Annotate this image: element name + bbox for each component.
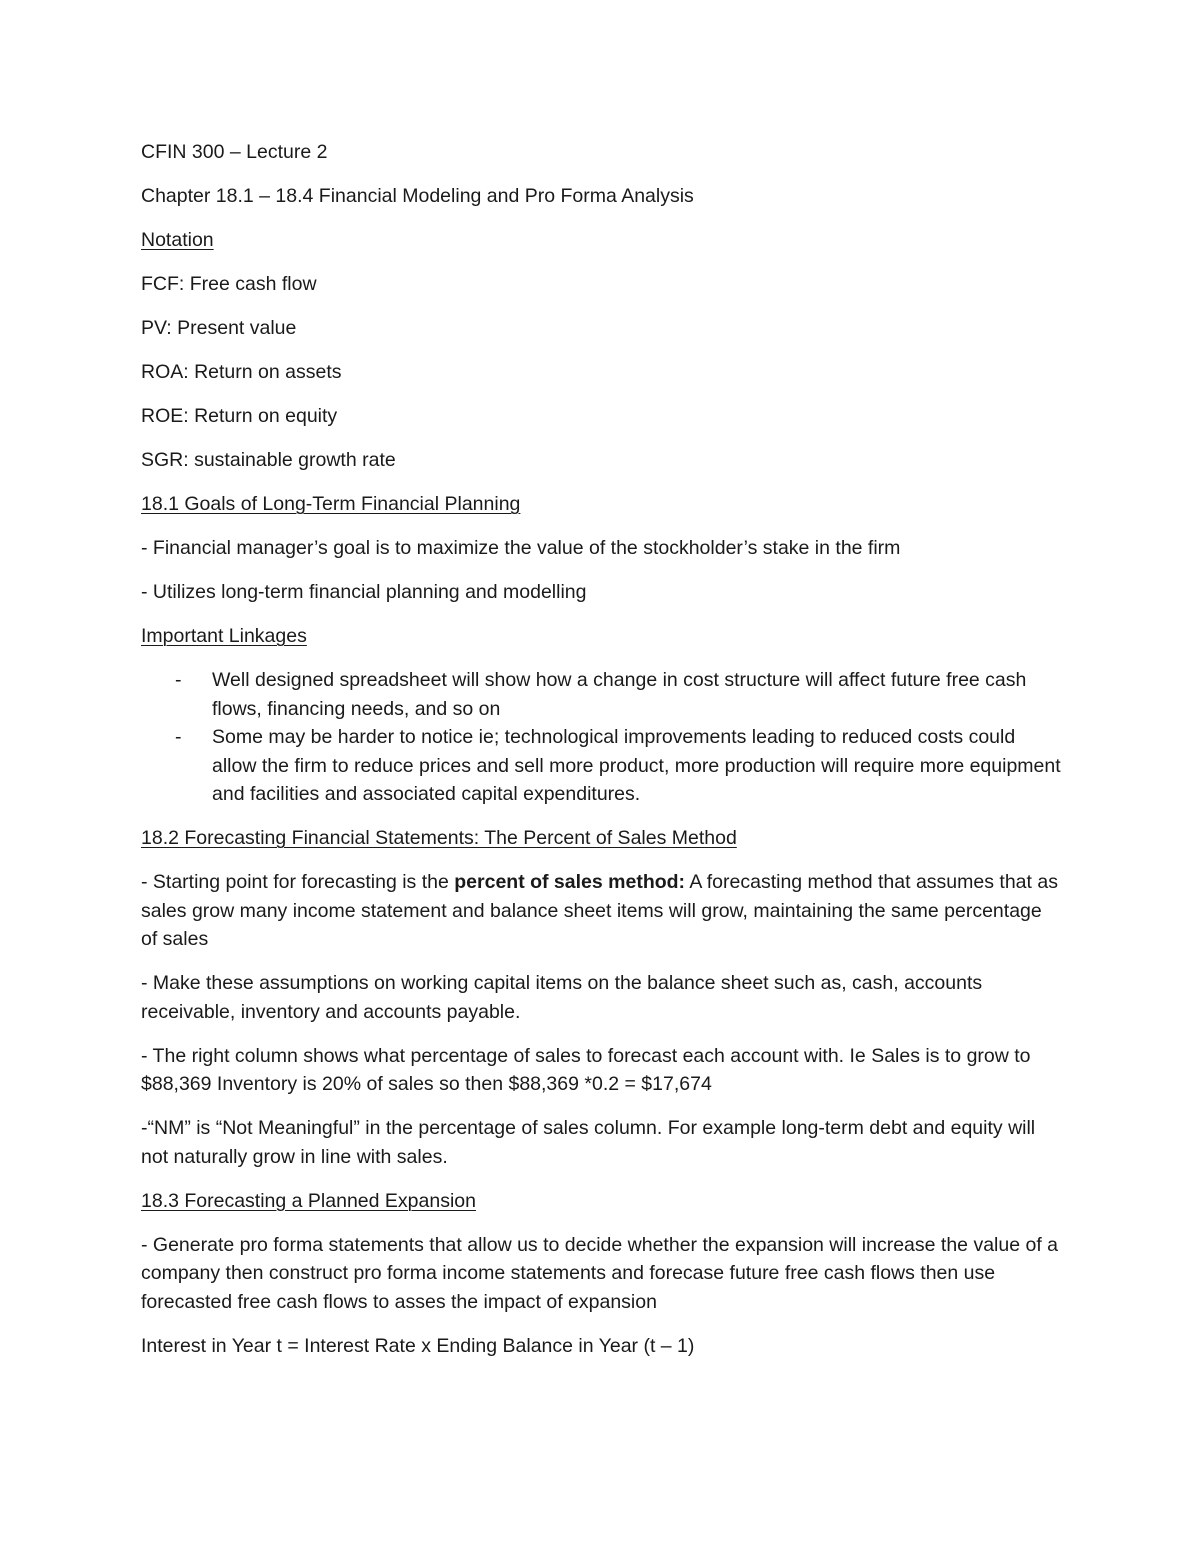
dash-bullet: - <box>175 669 182 691</box>
notation-heading <box>141 226 1061 255</box>
paragraph-text: A forecasting method that assumes that as sales grow many income statement and balance sheet items will grow, maintaining the same percentage of sales <box>141 871 1058 950</box>
notation-item-roe: ROE: Return on equity <box>141 405 338 427</box>
linkages-heading-text: Important Linkages <box>141 625 307 647</box>
section-18-2-paragraph-3: - The right column shows what percentage of sales to forecast each account with. Ie Sales is to grow to $88,369 Inventory is 20% of sales so then $88,369 *0.2 = $17,674 <box>141 1044 1031 1095</box>
list-item <box>141 723 1061 809</box>
dash-bullet: - <box>175 726 182 748</box>
chapter-title: Chapter 18.1 – 18.4 Financial Modeling and Pro Forma Analysis <box>141 185 694 207</box>
list-item-text: Well designed spreadsheet will show how a change in cost structure will affect future free cash flows, financing needs, and so on <box>212 669 1027 720</box>
section-18-2-heading-text: 18.2 Forecasting Financial Statements: The Percent of Sales Method <box>141 827 737 849</box>
section-18-1-paragraph-1: - Financial manager’s goal is to maximize the value of the stockholder’s stake in the firm <box>141 537 901 559</box>
section-18-2-heading <box>141 824 1061 853</box>
list-item-text: Some may be harder to notice ie; technological improvements leading to reduced costs could allow the firm to reduce prices and sell more product, more production will require more equipment and facilities and associated capital expenditures. <box>212 726 1061 805</box>
section-18-1-paragraph-2: - Utilizes long-term financial planning and modelling <box>141 581 587 603</box>
linkages-list <box>141 666 1061 809</box>
notation-item-roa: ROA: Return on assets <box>141 361 342 383</box>
notation-heading-text: Notation <box>141 229 214 251</box>
document-page <box>141 138 1061 1376</box>
list-item <box>141 666 1061 723</box>
section-18-3-paragraph-1: - Generate pro forma statements that allow us to decide whether the expansion will increase the value of a company then construct pro forma income statements and forecase future free cash flows then use forecasted free cash flows to asses the impact of expansion <box>141 1233 1059 1313</box>
paragraph-text: - Starting point for forecasting is the <box>141 871 455 893</box>
section-18-2-paragraph-1 <box>141 868 1061 954</box>
section-18-2-paragraph-2: - Make these assumptions on working capital items on the balance sheet such as, cash, accounts receivable, inventory and accounts payable. <box>141 972 983 1023</box>
bold-term: percent of sales method: <box>454 871 686 893</box>
section-18-1-heading <box>141 490 1061 519</box>
notation-item-fcf: FCF: Free cash flow <box>141 273 317 295</box>
notation-item-pv: PV: Present value <box>141 317 297 339</box>
section-18-1-heading-text: 18.1 Goals of Long-Term Financial Planning <box>141 493 521 515</box>
linkages-heading <box>141 622 1061 651</box>
interest-formula: Interest in Year t = Interest Rate x Ending Balance in Year (t – 1) <box>141 1334 695 1357</box>
section-18-2-paragraph-4: -“NM” is “Not Meaningful” in the percentage of sales column. For example long-term debt and equity will not naturally grow in line with sales. <box>141 1117 1036 1168</box>
notation-item-sgr: SGR: sustainable growth rate <box>141 449 396 471</box>
section-18-3-heading-text: 18.3 Forecasting a Planned Expansion <box>141 1189 476 1212</box>
section-18-3-heading <box>141 1187 1061 1216</box>
course-title: CFIN 300 – Lecture 2 <box>141 141 328 163</box>
